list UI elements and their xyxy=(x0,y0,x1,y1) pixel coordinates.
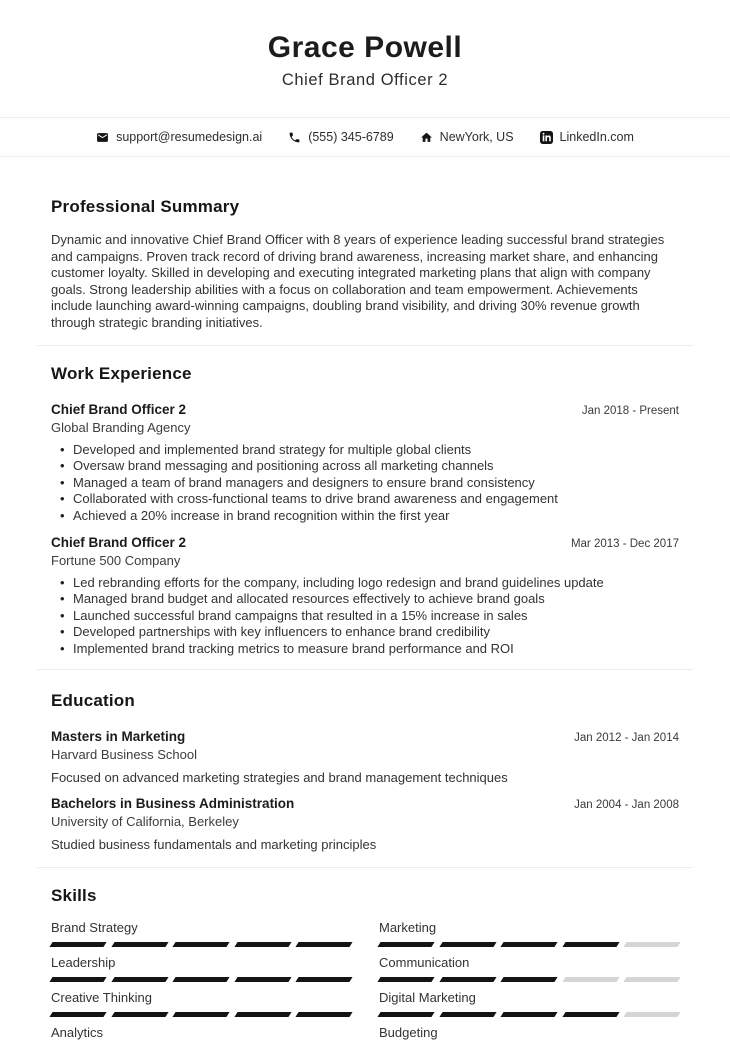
job-bullet: • Achieved a 20% increase in brand recognition within the first year xyxy=(51,508,679,525)
skill-name: Creative Thinking xyxy=(51,989,152,1005)
skill-bar-segment xyxy=(49,977,106,982)
skill-level-bar xyxy=(51,1012,351,1017)
contact-location-text: NewYork, US xyxy=(439,130,514,144)
education-description: Focused on advanced marketing strategies and brand management techniques xyxy=(51,769,508,785)
job-entry xyxy=(51,401,679,525)
skill-level-bar xyxy=(379,942,679,947)
skill-bar-segment xyxy=(234,977,291,982)
section-work-experience xyxy=(51,363,679,658)
skill-bar-segment xyxy=(234,1012,291,1017)
skill-item xyxy=(379,955,679,982)
skill-bar-segment xyxy=(296,977,353,982)
job-bullet: • Managed brand budget and allocated resources effectively to achieve brand goals xyxy=(51,591,679,608)
skill-level-bar xyxy=(379,1012,679,1017)
skill-bar-segment xyxy=(296,942,353,947)
skill-item xyxy=(51,990,351,1017)
skill-level-bar xyxy=(51,977,351,982)
skill-bar-segment xyxy=(234,942,291,947)
job-bullet-list xyxy=(51,442,679,525)
job-entry-header xyxy=(51,401,679,418)
school-name: University of California, Berkeley xyxy=(51,813,239,829)
education-heading: Education xyxy=(51,690,135,710)
skill-item xyxy=(379,1025,679,1052)
skill-bar-segment xyxy=(111,1012,168,1017)
skill-item xyxy=(51,1025,351,1052)
section-skills xyxy=(51,885,679,1052)
skill-bar-segment xyxy=(296,1012,353,1017)
skill-bar-segment xyxy=(624,942,681,947)
work-experience-heading: Work Experience xyxy=(51,363,192,383)
skill-bar-segment xyxy=(377,942,434,947)
section-education xyxy=(51,690,679,853)
skill-level-bar xyxy=(379,1047,679,1052)
mail-icon xyxy=(96,131,109,144)
section-divider xyxy=(37,867,693,868)
contact-linkedin-text: LinkedIn.com xyxy=(559,130,634,144)
skill-bar-segment xyxy=(562,942,619,947)
job-bullet: • Launched successful brand campaigns that resulted in a 15% increase in sales xyxy=(51,608,679,625)
job-title: Chief Brand Officer 2 xyxy=(51,401,187,417)
skill-bar-segment xyxy=(439,1012,496,1017)
skill-item xyxy=(379,990,679,1017)
summary-heading: Professional Summary xyxy=(51,197,240,216)
contact-bar xyxy=(0,117,730,157)
education-entry-header xyxy=(51,795,679,812)
job-dates: Jan 2018 - Present xyxy=(581,404,679,417)
skill-level-bar xyxy=(51,1047,351,1052)
education-entry xyxy=(51,795,679,853)
skill-bar-segment xyxy=(624,977,681,982)
skill-bar-segment xyxy=(562,1012,619,1017)
resume-body xyxy=(0,196,730,1052)
job-bullet: • Collaborated with cross-functional teams to drive brand awareness and engagement xyxy=(51,491,679,508)
skill-name: Leadership xyxy=(51,954,116,970)
education-entry xyxy=(51,728,679,786)
resume-header xyxy=(0,0,730,90)
contact-email[interactable] xyxy=(96,130,262,144)
skill-bar-segment xyxy=(439,977,496,982)
job-bullet: • Led rebranding efforts for the company, including logo redesign and brand guidelines update xyxy=(51,575,679,592)
skill-item xyxy=(51,955,351,982)
phone-icon xyxy=(288,131,301,144)
skill-bar-segment xyxy=(111,977,168,982)
job-bullet: • Developed and implemented brand strategy for multiple global clients xyxy=(51,442,679,459)
degree-title: Masters in Marketing xyxy=(51,728,186,744)
skill-bar-segment xyxy=(173,977,230,982)
skill-bar-segment xyxy=(173,1012,230,1017)
skill-bar-segment xyxy=(111,942,168,947)
skill-name: Analytics xyxy=(51,1024,104,1040)
job-company: Global Branding Agency xyxy=(51,419,191,435)
skill-bar-segment xyxy=(501,1012,558,1017)
skill-item xyxy=(379,920,679,947)
skill-bar-segment xyxy=(562,977,619,982)
skill-bar-segment xyxy=(49,1012,106,1017)
job-company: Fortune 500 Company xyxy=(51,552,181,568)
job-bullet-list xyxy=(51,575,679,658)
job-title: Chief Brand Officer 2 xyxy=(51,534,187,550)
home-icon xyxy=(420,131,433,144)
skill-level-bar xyxy=(379,977,679,982)
skill-bar-segment xyxy=(501,942,558,947)
skills-heading: Skills xyxy=(51,885,97,905)
skill-name: Budgeting xyxy=(379,1024,438,1040)
skill-bar-segment xyxy=(49,942,106,947)
job-bullet: • Developed partnerships with key influencers to enhance brand credibility xyxy=(51,624,679,641)
candidate-name: Grace Powell xyxy=(267,31,463,64)
job-bullet: • Oversaw brand messaging and positioning across all marketing channels xyxy=(51,458,679,475)
job-bullet: • Managed a team of brand managers and designers to ensure brand consistency xyxy=(51,475,679,492)
contact-location[interactable] xyxy=(420,130,514,144)
education-description: Studied business fundamentals and marketing principles xyxy=(51,836,377,852)
education-entry-header xyxy=(51,728,679,745)
linkedin-icon xyxy=(540,131,553,144)
skill-bar-segment xyxy=(377,977,434,982)
section-divider xyxy=(37,345,693,346)
candidate-job-title: Chief Brand Officer 2 xyxy=(281,71,449,89)
contact-linkedin[interactable] xyxy=(540,130,634,144)
job-entry xyxy=(51,534,679,658)
skill-name: Brand Strategy xyxy=(51,919,138,935)
section-professional-summary xyxy=(51,196,679,332)
skill-name: Digital Marketing xyxy=(379,989,476,1005)
education-dates: Jan 2012 - Jan 2014 xyxy=(574,731,679,744)
job-bullet: • Implemented brand tracking metrics to measure brand performance and ROI xyxy=(51,641,679,658)
school-name: Harvard Business School xyxy=(51,746,197,762)
skill-bar-segment xyxy=(377,1012,434,1017)
skill-bar-segment xyxy=(624,1012,681,1017)
skill-item xyxy=(51,920,351,947)
summary-text: Dynamic and innovative Chief Brand Officer with 8 years of experience leading successful brand strategies and campaigns. Proven track record of driving brand awareness, increasing market share, and enhancing customer loyalty. Skilled in developing and executing integrated marketing plans that align with company goals. Strong leadership abilities with a focus on collaboration and team empowerment. Achievements include launching award-winning campaigns, doubling brand visibility, and driving 30% revenue growth through strategic branding initiatives. xyxy=(51,232,665,330)
education-dates: Jan 2004 - Jan 2008 xyxy=(574,798,679,811)
skill-bar-segment xyxy=(173,942,230,947)
contact-phone-text: (555) 345-6789 xyxy=(308,130,394,144)
skill-bar-segment xyxy=(501,977,558,982)
skill-bar-segment xyxy=(439,942,496,947)
job-entry-header xyxy=(51,534,679,551)
skills-grid xyxy=(51,920,679,1052)
skill-name: Communication xyxy=(379,954,470,970)
degree-title: Bachelors in Business Administration xyxy=(51,795,295,811)
contact-phone[interactable] xyxy=(288,130,393,144)
skill-level-bar xyxy=(51,942,351,947)
contact-email-text: support@resumedesign.ai xyxy=(116,130,263,144)
job-dates: Mar 2013 - Dec 2017 xyxy=(570,537,679,550)
skill-name: Marketing xyxy=(379,919,437,935)
section-divider xyxy=(37,669,693,670)
